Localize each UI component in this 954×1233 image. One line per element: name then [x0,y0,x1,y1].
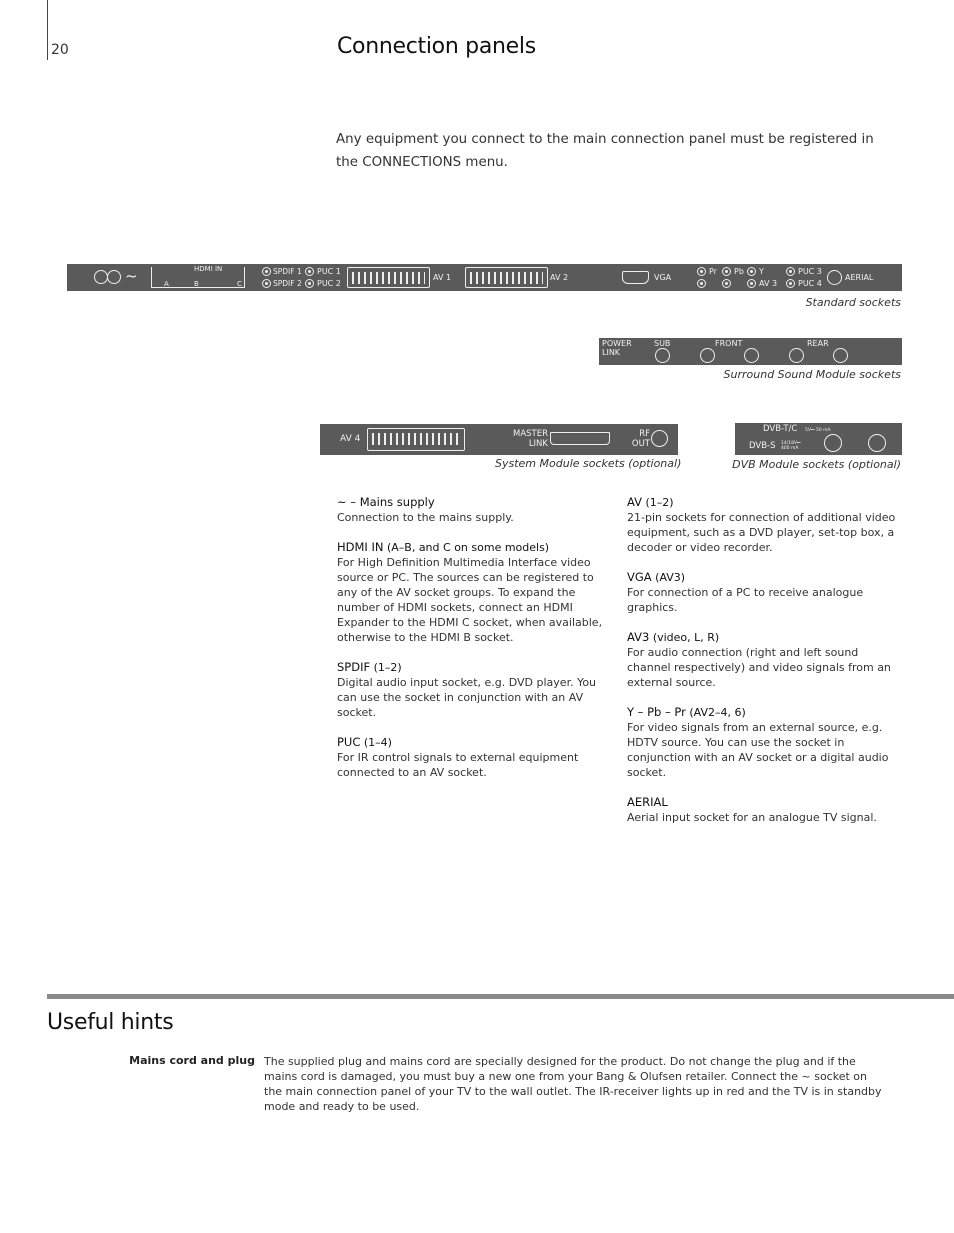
sub-socket-icon [655,348,670,363]
socket-name: VGA [627,570,652,584]
rf-out-label: RF OUT [631,429,650,449]
av4-scart-socket-icon [367,428,465,451]
socket-entry [627,705,899,780]
socket-name: Y – Pb – Pr [627,705,686,719]
master-link-socket-icon [550,432,610,445]
av2-label: AV 2 [550,273,569,282]
socket-name: AV [627,495,642,509]
av2-scart-socket-icon [465,267,548,288]
dvbtc-socket-icon [868,434,886,452]
sockets-right-column [627,495,899,840]
av1-label: AV 1 [433,273,452,282]
hdmi-a-label: A [164,280,169,288]
surround-module-panel [599,338,902,365]
socket-entry [627,795,899,825]
hint-label: Mains cord and plug [129,1054,255,1067]
socket-entry [627,495,899,555]
section-divider [47,994,954,999]
page-number: 20 [51,42,69,58]
intro-paragraph: Any equipment you connect to the main connection panel must be registered in the CONNECTIONS menu. [336,132,874,170]
socket-extra: (1–2) [370,661,402,674]
surround-sockets-caption: Surround Sound Module sockets [723,368,901,381]
puc1-label: PUC 1 [317,267,341,276]
dvbtc-label: DVB-T/C [763,424,798,434]
av3-video-socket-icon [747,279,756,288]
y-socket-icon [747,267,756,276]
rf-out-socket-icon [651,430,668,447]
puc4-label: PUC 4 [798,279,822,288]
socket-extra: (AV2–4, 6) [685,706,746,719]
socket-entry [337,540,612,645]
socket-extra: (1–2) [642,496,674,509]
pb-socket-icon [722,267,731,276]
aerial-socket-icon [827,270,842,285]
socket-extra: (AV3) [651,571,686,584]
socket-name: AV3 [627,630,650,644]
sub-label: SUB [654,339,671,348]
puc2-label: PUC 2 [317,279,341,288]
y-label: Y [759,267,764,276]
pr-socket-icon [697,267,706,276]
av4-label: AV 4 [340,434,361,444]
dvb-sockets-caption: DVB Module sockets (optional) [732,458,901,471]
front-left-socket-icon [700,348,715,363]
socket-entry [337,735,612,780]
socket-name: SPDIF [337,660,371,674]
socket-desc: For audio connection (right and left sound channel respectively) and video signals from an external source. [627,646,891,689]
av3-audio-l-socket-icon [722,279,731,288]
socket-extra: (video, L, R) [649,631,720,644]
puc4-socket-icon [786,279,795,288]
socket-entry [337,660,612,720]
sockets-left-column [337,495,612,795]
puc1-socket-icon [305,267,314,276]
av1-scart-socket-icon [347,267,430,288]
socket-desc: Aerial input socket for an analogue TV signal. [627,811,877,824]
dvbtc-spec: 5V⎓ 50 mA [805,428,831,433]
socket-desc: 21-pin sockets for connection of additional video equipment, such as a DVD player, set-top box, a decoder or video recorder. [627,511,896,554]
system-module-panel [320,424,678,455]
spdif1-socket-icon [262,267,271,276]
socket-desc: For IR control signals to external equipment connected to an AV socket. [337,751,579,779]
av3-audio-r-socket-icon [697,279,706,288]
socket-desc: For video signals from an external source, e.g. HDTV source. You can use the socket in conjunction with an AV socket or a digital audio socket. [627,721,889,779]
socket-desc: For High Definition Multimedia Interface video source or PC. The sources can be registered to any of the AV socket groups. To expand the number of HDMI sockets, connect an HDMI Expander to the HDMI C socket, when available, otherwise to the HDMI B socket. [337,556,603,644]
dvb-module-panel [735,423,902,455]
mains-socket-icon [107,270,121,284]
mains-socket-icon [94,270,108,284]
master-link-label: MASTER LINK [512,429,548,449]
standard-sockets-panel [67,264,902,291]
socket-desc: Connection to the mains supply. [337,511,514,524]
dvbs-label: DVB-S [749,441,776,451]
front-right-socket-icon [744,348,759,363]
hdmi-in-label: HDMI IN [194,265,223,273]
standard-sockets-caption: Standard sockets [805,296,901,309]
av3-label: AV 3 [759,279,778,288]
socket-name: ~ – Mains supply [337,495,435,509]
puc2-socket-icon [305,279,314,288]
socket-desc: For connection of a PC to receive analogue graphics. [627,586,864,614]
hdmi-b-label: B [194,280,199,288]
spdif2-socket-icon [262,279,271,288]
socket-extra: (A–B, and C on some models) [383,541,550,554]
dvbs-socket-icon [824,434,842,452]
socket-name: AERIAL [627,795,668,809]
pb-label: Pb [734,267,744,276]
rear-right-socket-icon [833,348,848,363]
vga-label: VGA [654,273,672,282]
front-label: FRONT [715,339,743,348]
power-link-label: POWER LINK [602,339,632,357]
vga-socket-icon [622,271,649,284]
rear-label: REAR [807,339,829,348]
hdmi-c-label: C [237,280,242,288]
pr-label: Pr [709,267,717,276]
hint-text: The supplied plug and mains cord are specially designed for the product. Do not change the plug and if the mains cord is damaged, you must buy a new one from your Bang & Olufsen retailer. Connect the ~ socket on the main connection panel of your TV to the wall outlet. The IR-receiver lights up in red and the TV is in standby mode and ready to be used. [264,1055,882,1113]
socket-entry [337,495,612,525]
spdif2-label: SPDIF 2 [273,279,302,288]
socket-name: PUC [337,735,361,749]
mains-symbol: ~ [125,267,138,285]
useful-hints-title: Useful hints [47,1010,174,1035]
page-title: Connection panels [337,34,536,59]
margin-rule [47,0,48,60]
puc3-socket-icon [786,267,795,276]
socket-entry [627,630,899,690]
socket-name: HDMI IN [337,540,384,554]
rear-left-socket-icon [789,348,804,363]
socket-entry [627,570,899,615]
spdif1-label: SPDIF 1 [273,267,302,276]
aerial-label: AERIAL [845,273,874,282]
dvbs-spec: 14/18V⎓ 400 mA [781,441,801,451]
socket-desc: Digital audio input socket, e.g. DVD player. You can use the socket in conjunction with an AV socket. [337,676,597,719]
socket-extra: (1–4) [360,736,392,749]
puc3-label: PUC 3 [798,267,822,276]
system-sockets-caption: System Module sockets (optional) [495,457,682,470]
